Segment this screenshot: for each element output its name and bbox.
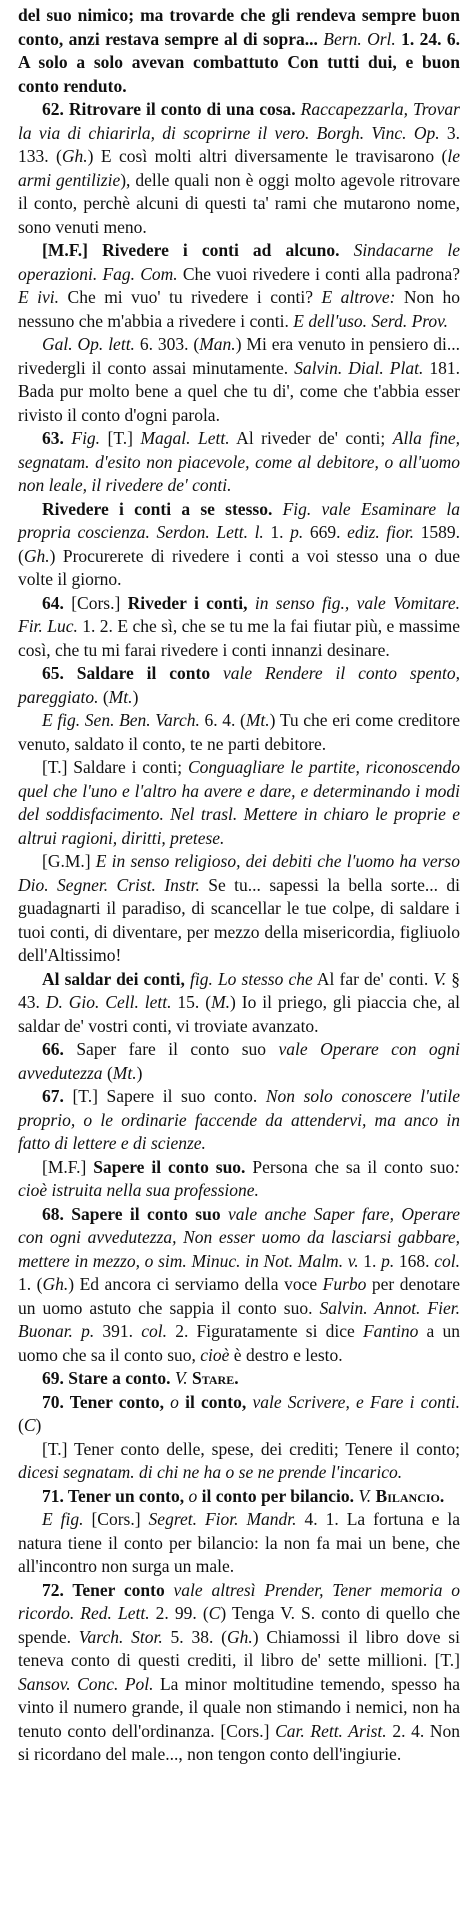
entry-text: Se tu... sapessi la bella sorte... di guadagnarti il paradiso, di scancellar le tue colpe, di saldare i tuoi conti, di diventare, per mezzo della misericordia, figliuolo dell'Altissimo! xyxy=(18,874,460,965)
entry-text: ( xyxy=(102,1062,113,1083)
entry-text: Ritrovare il conto di una cosa. xyxy=(63,99,301,119)
entry-text: dicesi segnatam. di chi ne ha o se ne prende l'incarico. xyxy=(18,1462,403,1482)
entry-text: 2. 99. ( xyxy=(149,1603,209,1623)
dictionary-entry-paragraph xyxy=(18,709,460,756)
entry-text: Raccapezzarla, Trovar la via di chiarirla, di scoprirne il vero. Borgh. Vinc. Op. xyxy=(18,99,460,143)
entry-text: Sapere il conto suo. xyxy=(93,1156,253,1177)
entry-text: Fantino xyxy=(362,1321,419,1341)
entry-text: ) E così molti altri diversamente le travisarono ( xyxy=(87,146,448,166)
entry-text: [M.F.] Rivedere i conti ad alcuno. xyxy=(42,240,354,260)
entry-text: § 43. xyxy=(18,968,460,1012)
dictionary-entry-paragraph xyxy=(18,498,460,592)
entry-text: Bilancio. xyxy=(371,1485,445,1506)
entry-number: 66. xyxy=(42,1039,64,1059)
entry-text: 2. Figuratamente si dice xyxy=(167,1321,363,1341)
dictionary-entry-paragraph xyxy=(18,1508,460,1579)
entry-text: ediz. fior. xyxy=(347,522,415,542)
entry-text: E in senso religioso, dei debiti che l'uomo ha verso Dio. Segner. Crist. Instr. xyxy=(18,851,460,895)
entry-text: Salvin. Dial. Plat. xyxy=(294,357,424,378)
entry-number: 65. xyxy=(42,663,64,683)
entry-text: del suo nimico; ma trovarde che gli rendeva sempre buon conto, anzi restava sempre al di sopra... xyxy=(18,5,460,49)
entry-text: E dell'uso. Serd. Prov. xyxy=(293,310,449,331)
entry-number: 62. xyxy=(42,99,64,119)
entry-text: E ivi. xyxy=(18,287,60,307)
entry-text: 181. Bada pur molto bene a quel che tu di', come che t'abbia esser rivisto il conto d'ogni parola. xyxy=(18,357,460,425)
entry-text: Al far de' conti. xyxy=(312,968,434,989)
entry-text: E fig. xyxy=(42,1509,84,1529)
entry-text: a un uomo che sa il conto suo, xyxy=(18,1321,461,1365)
entry-text: ( xyxy=(18,1415,24,1435)
entry-text: 168. xyxy=(394,1250,435,1271)
entry-text: è destro e lesto. xyxy=(229,1344,343,1365)
entry-text: Conguagliare le partite, riconoscendo quel che l'uno e l'altro ha avere e dare, e determinando i modi del soddisfacimento. Nel trasl. Mettere in chiaro le proprie e altrui ragioni, diritti, pretese. xyxy=(18,757,460,848)
entry-text: Gal. Op. lett. xyxy=(42,334,135,354)
entry-text: 669. xyxy=(303,522,348,542)
entry-text: Stare. xyxy=(187,1368,239,1388)
entry-text: 1. ( xyxy=(18,1274,43,1294)
entry-number: 69. xyxy=(42,1368,64,1388)
entry-text: Sansov. Conc. Pol. xyxy=(18,1673,154,1694)
entry-number: 70. xyxy=(42,1391,64,1412)
entry-text: Rivedere i conti a se stesso. xyxy=(42,498,283,519)
dictionary-entry-paragraph xyxy=(18,4,460,98)
entry-text: in senso fig., vale Vomitare. Fir. Luc. xyxy=(18,592,460,636)
entry-text: vale altresì Prender, Tener memoria o ricordo. Red. Lett. xyxy=(18,1579,460,1623)
dictionary-entry-paragraph xyxy=(18,1367,460,1391)
entry-number: 71. xyxy=(42,1485,64,1506)
dictionary-entry-paragraph xyxy=(18,98,460,239)
entry-text: ) xyxy=(35,1415,42,1435)
entry-number: 68. xyxy=(42,1203,64,1224)
entry-text: 391. xyxy=(94,1321,142,1341)
entry-text: 4. 1. La fortuna e la natura tiene il conto per bilancio: la non fa mai un bene, che all'incontro non surga un male. xyxy=(18,1509,460,1576)
entry-text: C xyxy=(23,1415,36,1435)
entry-text: ) Ed ancora ci serviamo della voce xyxy=(68,1274,323,1294)
entry-text: C xyxy=(208,1603,221,1623)
entry-text: Mt. xyxy=(112,1062,137,1083)
entry-text: ( xyxy=(98,686,109,707)
entry-text: [T.] xyxy=(100,428,141,448)
entry-text: Fig. xyxy=(71,428,101,448)
entry-text: Varch. Stor. xyxy=(78,1626,163,1647)
entry-number: 63. xyxy=(42,428,72,448)
entry-text: Gh. xyxy=(61,146,88,166)
entry-text: Alla fine, segnatam. d'esito non piacevole, come al debitore, o all'uomo non leale, il rivedere de' conti. xyxy=(18,428,461,495)
dictionary-entry-paragraph xyxy=(18,756,460,850)
entry-text: Che vuoi rivedere i conti alla padrona? xyxy=(177,263,460,284)
entry-text: vale Operare con ogni avvedutezza xyxy=(18,1039,461,1083)
entry-text: Stare a conto. xyxy=(63,1368,175,1388)
entry-text: D. Gio. Cell. lett. xyxy=(45,992,172,1012)
dictionary-entry-paragraph xyxy=(18,333,460,427)
entry-text: [T.] Sapere il suo conto. xyxy=(63,1086,266,1106)
entry-text: [Cors.] xyxy=(83,1509,149,1529)
entry-text: [M.F.] xyxy=(42,1156,94,1177)
entry-number: 67. xyxy=(42,1086,64,1106)
entry-text: vale Scrivere, e Fare i conti. xyxy=(252,1391,460,1412)
entry-text: Riveder i conti, xyxy=(127,592,255,613)
entry-text: Persona che sa il conto suo xyxy=(252,1156,455,1177)
entry-text: 1. 2. E che sì, che se tu me la fai fiutar più, e massime così, che tu mi farai rivedere i conti innanzi desinare. xyxy=(18,616,460,660)
entry-text: Tener conto xyxy=(63,1579,174,1600)
entry-text: 1589. ( xyxy=(18,522,461,566)
entry-text: [T.] Tener conto delle, spese, dei crediti; Tenere il conto; xyxy=(42,1438,460,1459)
entry-text: Man. xyxy=(199,334,236,354)
entry-text: E altrove: xyxy=(321,287,396,307)
dictionary-entry-paragraph xyxy=(18,1085,460,1156)
entry-text: le armi gentilizie xyxy=(18,146,461,190)
entry-text: Salvin. Annot. Fier. Buonar. p. xyxy=(18,1297,460,1341)
entry-text: ) Procurerete di rivedere i conti a voi stesso una o due volte il giorno. xyxy=(18,545,460,589)
entry-text: V. xyxy=(174,1368,188,1388)
entry-text: Segret. Fior. Mandr. xyxy=(148,1509,297,1529)
entry-text: Furbo xyxy=(322,1274,367,1294)
entry-text: ) Mi era venuto in pensiero di... rivedergli il conto assai minutamente. xyxy=(18,334,460,378)
entry-text: ) Tenga V. S. conto di quello che spende. xyxy=(18,1603,460,1647)
dictionary-entry-paragraph xyxy=(18,1391,460,1438)
entry-text: V. xyxy=(358,1485,372,1506)
dictionary-entry-paragraph xyxy=(18,662,460,709)
entry-text: il conto, xyxy=(178,1391,253,1412)
entry-text: Mt. xyxy=(108,686,133,707)
entry-text: vale anche Saper fare, Operare con ogni avvedutezza, Non esser uomo da lasciarsi gabbare, mettere in mezzo, o sim. Minuc. in Not. Malm. v. xyxy=(18,1203,461,1271)
dictionary-entry-paragraph xyxy=(18,1156,460,1203)
entry-text: Gh. xyxy=(42,1274,69,1294)
entry-number: 72. xyxy=(42,1579,64,1600)
dictionary-entry-paragraph xyxy=(18,968,460,1039)
entry-text: ) Io il priego, gli piaccia che, al saldar de' vostri conti, vi troviate avanzato. xyxy=(18,992,461,1036)
entry-text: Fig. vale Esaminare la propria coscienza. Serdon. Lett. l. xyxy=(18,498,460,542)
entry-text: Bern. Orl. xyxy=(323,28,396,49)
entry-text: 6. 303. ( xyxy=(134,334,200,354)
entry-text: o xyxy=(170,1391,179,1412)
entry-text: Non solo conoscere l'utile proprio, o le ordinarie faccende da attendervi, ma anco in fatto di lettere e di scienze. xyxy=(18,1086,461,1153)
entry-text: Saper fare il conto suo xyxy=(63,1039,279,1059)
entry-text: ) xyxy=(132,686,139,707)
entry-text: Sindacarne le operazioni. Fag. Com. xyxy=(18,240,460,284)
entry-text: 1. xyxy=(263,522,291,542)
entry-text: 2. 4. Non si ricordano del male..., non tengon conto dell'ingiurie. xyxy=(18,1720,460,1764)
entry-text: ) Chiamossi il libro dove si teneva conto di questi crediti, il libro de' sette millioni. [T.] xyxy=(18,1626,460,1670)
entry-text: [Cors.] xyxy=(63,592,128,613)
dictionary-entry-paragraph xyxy=(18,1579,460,1767)
entry-text: o xyxy=(188,1485,198,1506)
entry-text: col. xyxy=(434,1250,460,1271)
entry-text: col. xyxy=(141,1321,168,1341)
dictionary-entry-paragraph xyxy=(18,1485,460,1509)
entry-text: 6. 4. ( xyxy=(199,710,246,730)
entry-text: La minor moltitudine temendo, spesso ha vinto il numero grande, il quale non stimando i nemici, non ha tenuto conto dell'ordinanza. [Cors.] xyxy=(18,1673,460,1741)
entry-text: Che mi vuo' tu rivedere i conti? xyxy=(59,287,322,307)
dictionary-entry-paragraph xyxy=(18,427,460,498)
entry-text: ) xyxy=(136,1062,143,1083)
entry-text: V. xyxy=(433,968,447,989)
entry-text: Al saldar dei conti, xyxy=(42,968,190,989)
entry-text: Saldare il conto xyxy=(63,663,223,683)
entry-text: : cioè istruita nella sua professione. xyxy=(18,1156,461,1200)
dictionary-entry-paragraph xyxy=(18,1038,460,1085)
entry-text: il conto per bilancio. xyxy=(197,1485,359,1506)
dictionary-entry-paragraph xyxy=(18,1203,460,1368)
entry-text: Sapere il conto suo xyxy=(63,1203,229,1224)
entry-text: Gh. xyxy=(227,1626,253,1647)
entry-text: Tener un conto, xyxy=(63,1485,189,1506)
entry-text: [G.M.] xyxy=(42,851,96,871)
entry-text: per denotare un uomo astuto che sappia il conto suo. xyxy=(18,1274,461,1318)
entry-text: p. xyxy=(381,1250,395,1271)
entry-number: 64. xyxy=(42,592,64,613)
entry-text: 3. 133. ( xyxy=(18,122,460,166)
dictionary-entry-paragraph xyxy=(18,239,460,333)
entry-text: 5. 38. ( xyxy=(162,1626,227,1647)
dictionary-entry-paragraph xyxy=(18,592,460,663)
entry-text: E fig. Sen. Ben. Varch. xyxy=(42,710,200,730)
entry-text: vale Rendere il conto spento, pareggiato. xyxy=(18,663,460,707)
entry-text: 15. ( xyxy=(171,992,212,1012)
entry-text: Magal. Lett. xyxy=(140,428,230,448)
entry-text: Gh. xyxy=(23,545,50,566)
entry-text: fig. Lo stesso che xyxy=(189,968,313,989)
entry-text: Mt. xyxy=(245,710,270,730)
entry-text: ), delle quali non è oggi molto agevole ritrovare il conto, perchè alcuni di questi ta' rami che mutarono nome, sono venuti meno. xyxy=(18,169,461,237)
entry-text: p. xyxy=(290,522,304,542)
entry-text: 1. xyxy=(358,1250,382,1271)
entry-text: Non ho nessuno che m'abbia a rivedere i conti. xyxy=(18,287,461,331)
entry-text: Tener conto, xyxy=(63,1391,171,1412)
dictionary-entry-paragraph xyxy=(18,850,460,968)
entry-text: 1. 24. 6. A solo a solo avevan combattuto Con tutti dui, e buon conto renduto. xyxy=(18,28,460,96)
entry-text: M. xyxy=(211,992,231,1012)
entry-text: Al riveder de' conti; xyxy=(229,428,393,448)
entry-text: Car. Rett. Arist. xyxy=(275,1720,387,1741)
entry-text: [T.] Saldare i conti; xyxy=(42,757,188,777)
entry-text: cioè xyxy=(200,1344,230,1365)
entry-text: ) Tu che eri come creditore venuto, saldato il conto, te ne parti debitore. xyxy=(18,710,460,754)
dictionary-entry-paragraph xyxy=(18,1438,460,1485)
